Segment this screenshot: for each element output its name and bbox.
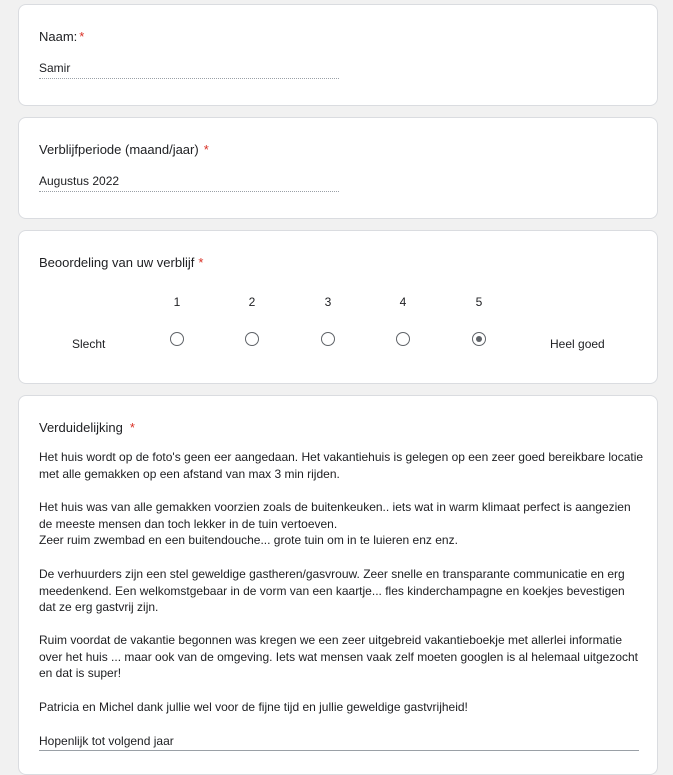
- explanation-question-card: [18, 395, 658, 775]
- name-question-title: Naam: *: [39, 29, 85, 44]
- scale-number-3: 3: [324, 295, 332, 309]
- name-input[interactable]: Samir: [39, 61, 339, 79]
- explanation-paragraph-2: Het huis was van alle gemakken voorzien zoals de buitenkeuken.. iets wat in warm klimaat perfect is aangezien de meeste mensen dan toch lekker in de tuin vertoeven. Zeer ruim zwembad en een buitendouche... grote tuin om in te luieren enz enz.: [39, 500, 631, 547]
- explanation-textarea-last-line[interactable]: Hopenlijk tot volgend jaar: [39, 734, 639, 751]
- scale-number-2: 2: [248, 295, 256, 309]
- explanation-paragraph-3: De verhuurders zijn een stel geweldige gastheren/gasvrouw. Zeer snelle en transparante communicatie en erg meedenkend. Een welkomstgebaar in de vorm van een kaartje... fles kinderchampagne en koekjes bevestigen dat ze erg gastvrij zijn.: [39, 567, 625, 614]
- rating-radio-1[interactable]: [170, 332, 184, 346]
- required-asterisk: *: [198, 255, 204, 270]
- rating-radio-3[interactable]: [321, 332, 335, 346]
- rating-radio-2[interactable]: [245, 332, 259, 346]
- explanation-paragraph-5: Patricia en Michel dank jullie wel voor de fijne tijd en jullie geweldige gastvrijheid!: [39, 700, 468, 714]
- rating-question-title: Beoordeling van uw verblijf *: [39, 255, 204, 270]
- scale-number-5: 5: [475, 295, 483, 309]
- name-question-card: [18, 4, 658, 106]
- scale-high-label: Heel goed: [550, 337, 605, 351]
- required-asterisk: *: [203, 142, 209, 157]
- scale-low-label: Slecht: [72, 337, 106, 351]
- explanation-question-title: Verduidelijking *: [39, 420, 135, 435]
- rating-radio-4[interactable]: [396, 332, 410, 346]
- scale-number-4: 4: [399, 295, 407, 309]
- scale-number-1: 1: [173, 295, 181, 309]
- required-asterisk: *: [129, 420, 135, 435]
- period-question-card: [18, 117, 658, 219]
- period-question-title: Verblijfperiode (maand/jaar) *: [39, 142, 209, 157]
- rating-radio-5[interactable]: [472, 332, 486, 346]
- explanation-paragraph-1: Het huis wordt op de foto's geen eer aangedaan. Het vakantiehuis is gelegen op een zeer goed bereikbare locatie met alle gemakken op een afstand van max 3 min rijden.: [39, 450, 644, 481]
- explanation-paragraph-4: Ruim voordat de vakantie begonnen was kregen we een zeer uitgebreid vakantieboekje met allerlei informatie over het huis ... maar ook van de omgeving. Iets wat mensen vaak zelf moeten googlen is al helemaal uitgezocht en dat is super!: [39, 633, 639, 680]
- period-input[interactable]: Augustus 2022: [39, 174, 339, 192]
- rating-question-card: [18, 230, 658, 384]
- required-asterisk: *: [79, 29, 85, 44]
